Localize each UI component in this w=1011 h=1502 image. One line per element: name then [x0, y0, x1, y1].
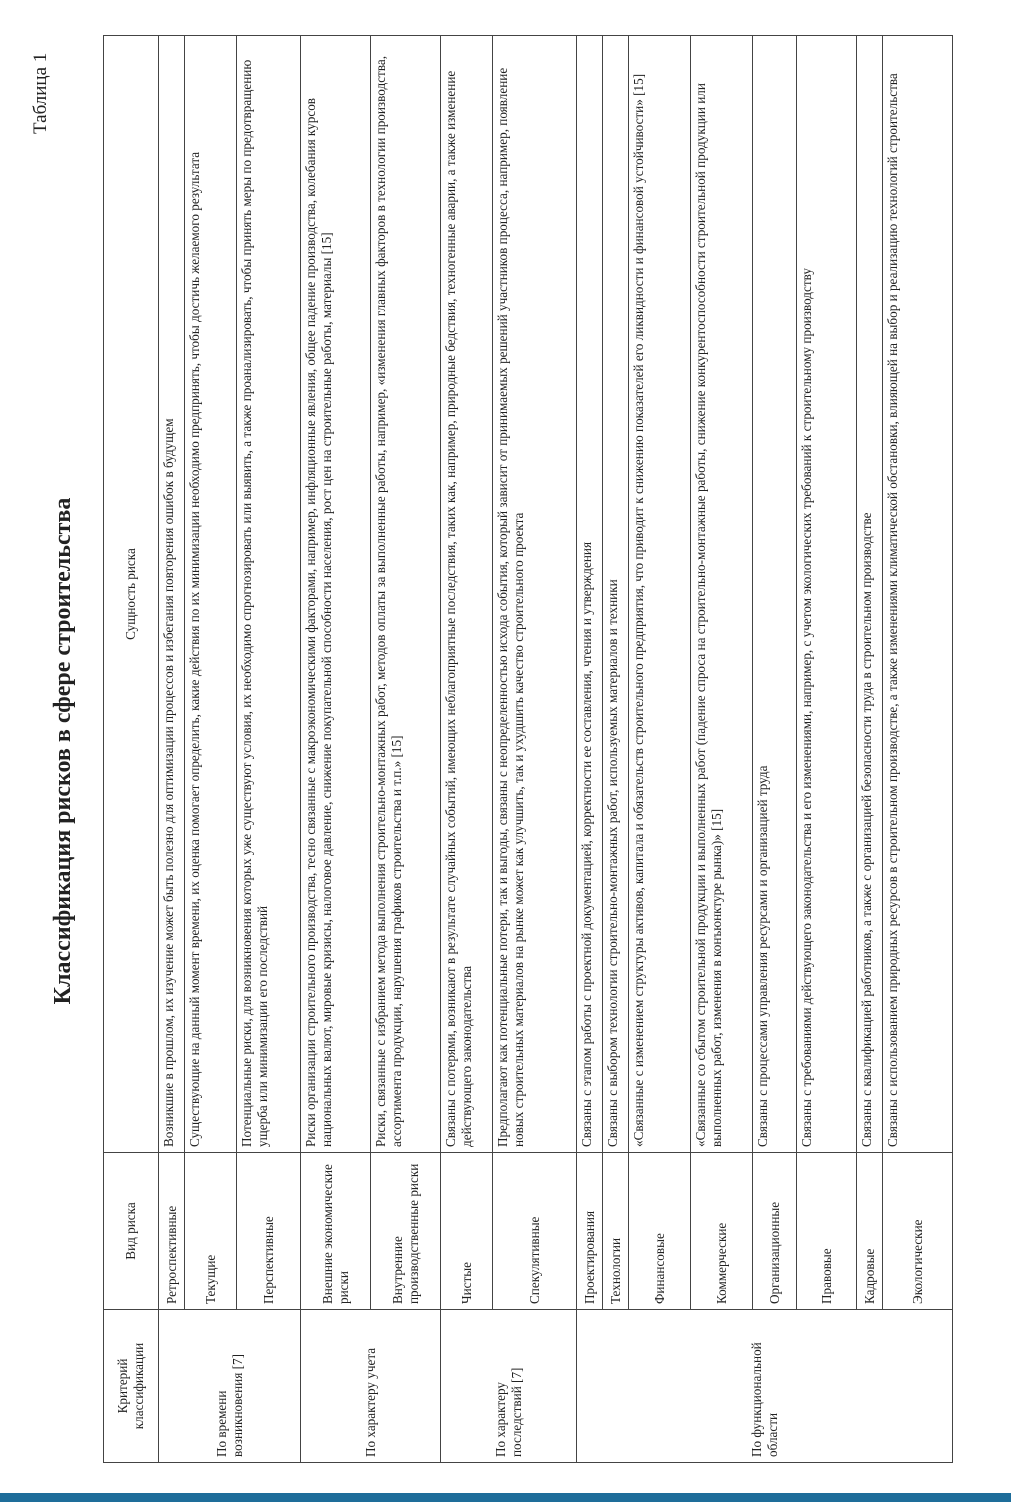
risk-essence-cell: Связаны с требованиями действующего законодательства и его изменениями, например, с учетом экологических требований к строительному производству	[797, 36, 857, 1153]
criterion-cell: По характеру учета	[301, 1310, 441, 1463]
risk-essence-cell: Связаны с этапом работы с проектной документацией, корректности ее составления, чтения и утверждения	[577, 36, 603, 1153]
risk-type-cell: Финансовые	[629, 1153, 691, 1310]
criterion-cell: По функциональной области	[577, 1310, 953, 1463]
risk-essence-cell: Связаны с использованием природных ресурсов в строительном производстве, а также изменениями климатической обстановки, влияющей на выбор и реализацию технологий строительства	[883, 36, 953, 1153]
document-title: Классификация рисков в сфере строительства	[50, 497, 76, 1005]
risk-essence-cell: Риски, связанные с избранием метода выполнения строительно-монтажных работ, методов оплаты за выполненные работы, например, «изменения главных факторов в технологии производства, ассортимента продукции, нарушения графиков строительства и т.п.» [15]	[371, 36, 441, 1153]
bottom-border-bar	[0, 1493, 1011, 1502]
risk-essence-cell: Связаны с потерями, возникают в результате случайных событий, имеющих неблагоприятные последствия, таких как, например, природные бедствия, техногенные аварии, а также изменение действующего законодательства	[441, 36, 493, 1153]
table-row	[691, 36, 753, 1463]
risk-type-cell: Внешние экономические риски	[301, 1153, 371, 1310]
risk-type-cell: Правовые	[797, 1153, 857, 1310]
risk-type-cell: Внутренние производственные риски	[371, 1153, 441, 1310]
risk-essence-cell: Связаны с квалификацией работников, а также с организацией безопасности труда в строительном производстве	[857, 36, 883, 1153]
risk-type-cell: Экологические	[883, 1153, 953, 1310]
risk-essence-cell: Связаны с процессами управления ресурсами и организацией труда	[753, 36, 797, 1153]
risk-classification-table	[103, 35, 953, 1463]
table-row	[371, 36, 441, 1463]
risk-type-cell: Организационные	[753, 1153, 797, 1310]
table-row	[883, 36, 953, 1463]
table-row	[629, 36, 691, 1463]
risk-type-cell: Ретроспективные	[159, 1153, 185, 1310]
header-risk-essence: Сущность риска	[104, 36, 159, 1153]
table-row	[797, 36, 857, 1463]
table-row	[237, 36, 301, 1463]
table-header-row	[104, 36, 159, 1463]
risk-type-cell: Коммерческие	[691, 1153, 753, 1310]
risk-essence-cell: Потенциальные риски, для возникновения которых уже существуют условия, их необходимо спрогнозировать или выявить, а также проанализировать, чтобы принять меры по предотвращению ущерба или минимизации его последствий	[237, 36, 301, 1153]
risk-essence-cell: Предполагают как потенциальные потери, так и выгоды, связаны с неопределенностью исхода события, который зависит от принимаемых решений участников процесса, например, появление новых строительных материалов на рынке может как улучшить, так и ухудшить качество строительного проекта	[493, 36, 577, 1153]
risk-essence-cell: Связаны с выбором технологии строительно-монтажных работ, используемых материалов и техники	[603, 36, 629, 1153]
risk-essence-cell: Риски организации строительного производства, тесно связанные с макроэкономическими факторами, например, инфляционные явления, общее падение производства, колебания курсов национальных валют, мировые кризисы, налоговое давление, снижение покупательной способности населения, рост цен на строительные работы, материалы [15]	[301, 36, 371, 1153]
table-row	[185, 36, 237, 1463]
table-row	[857, 36, 883, 1463]
risk-type-cell: Текущие	[185, 1153, 237, 1310]
risk-type-cell: Чистые	[441, 1153, 493, 1310]
risk-essence-cell: «Связанные с изменением структуры активов, капитала и обязательств строительного предприятия, что приводит к снижению показателей его ликвидности и финансовой устойчивости» [15]	[629, 36, 691, 1153]
risk-type-cell: Технологии	[603, 1153, 629, 1310]
risk-type-cell: Проектирования	[577, 1153, 603, 1310]
table-row	[753, 36, 797, 1463]
table-caption: Таблица 1	[30, 52, 51, 134]
risk-essence-cell: Существующие на данный момент времени, их оценка помогает определить, какие действия по их минимизации необходимо предпринять, чтобы достичь желаемого результата	[185, 36, 237, 1153]
criterion-cell: По характеру последствий [7]	[441, 1310, 577, 1463]
risk-essence-cell: Возникшие в прошлом, их изучение может быть полезно для оптимизации процессов и избегания повторения ошибок в будущем	[159, 36, 185, 1153]
table-row	[159, 36, 185, 1463]
table-row	[603, 36, 629, 1463]
header-risk-type: Вид риска	[104, 1153, 159, 1310]
header-criterion: Критерий классификации	[104, 1310, 159, 1463]
table-row	[577, 36, 603, 1463]
risk-essence-cell: «Связанные со сбытом строительной продукции и выполненных работ (падение спроса на строительно-монтажные работы, снижение конкурентоспособности строительной продукции или выполненных работ, изменения в конъюнктуре рынка)» [15]	[691, 36, 753, 1153]
table-row	[493, 36, 577, 1463]
risk-type-cell: Перспективные	[237, 1153, 301, 1310]
risk-type-cell: Спекулятивные	[493, 1153, 577, 1310]
table-row	[441, 36, 493, 1463]
table-row	[301, 36, 371, 1463]
criterion-cell: По времени возникновения [7]	[159, 1310, 301, 1463]
risk-type-cell: Кадровые	[857, 1153, 883, 1310]
